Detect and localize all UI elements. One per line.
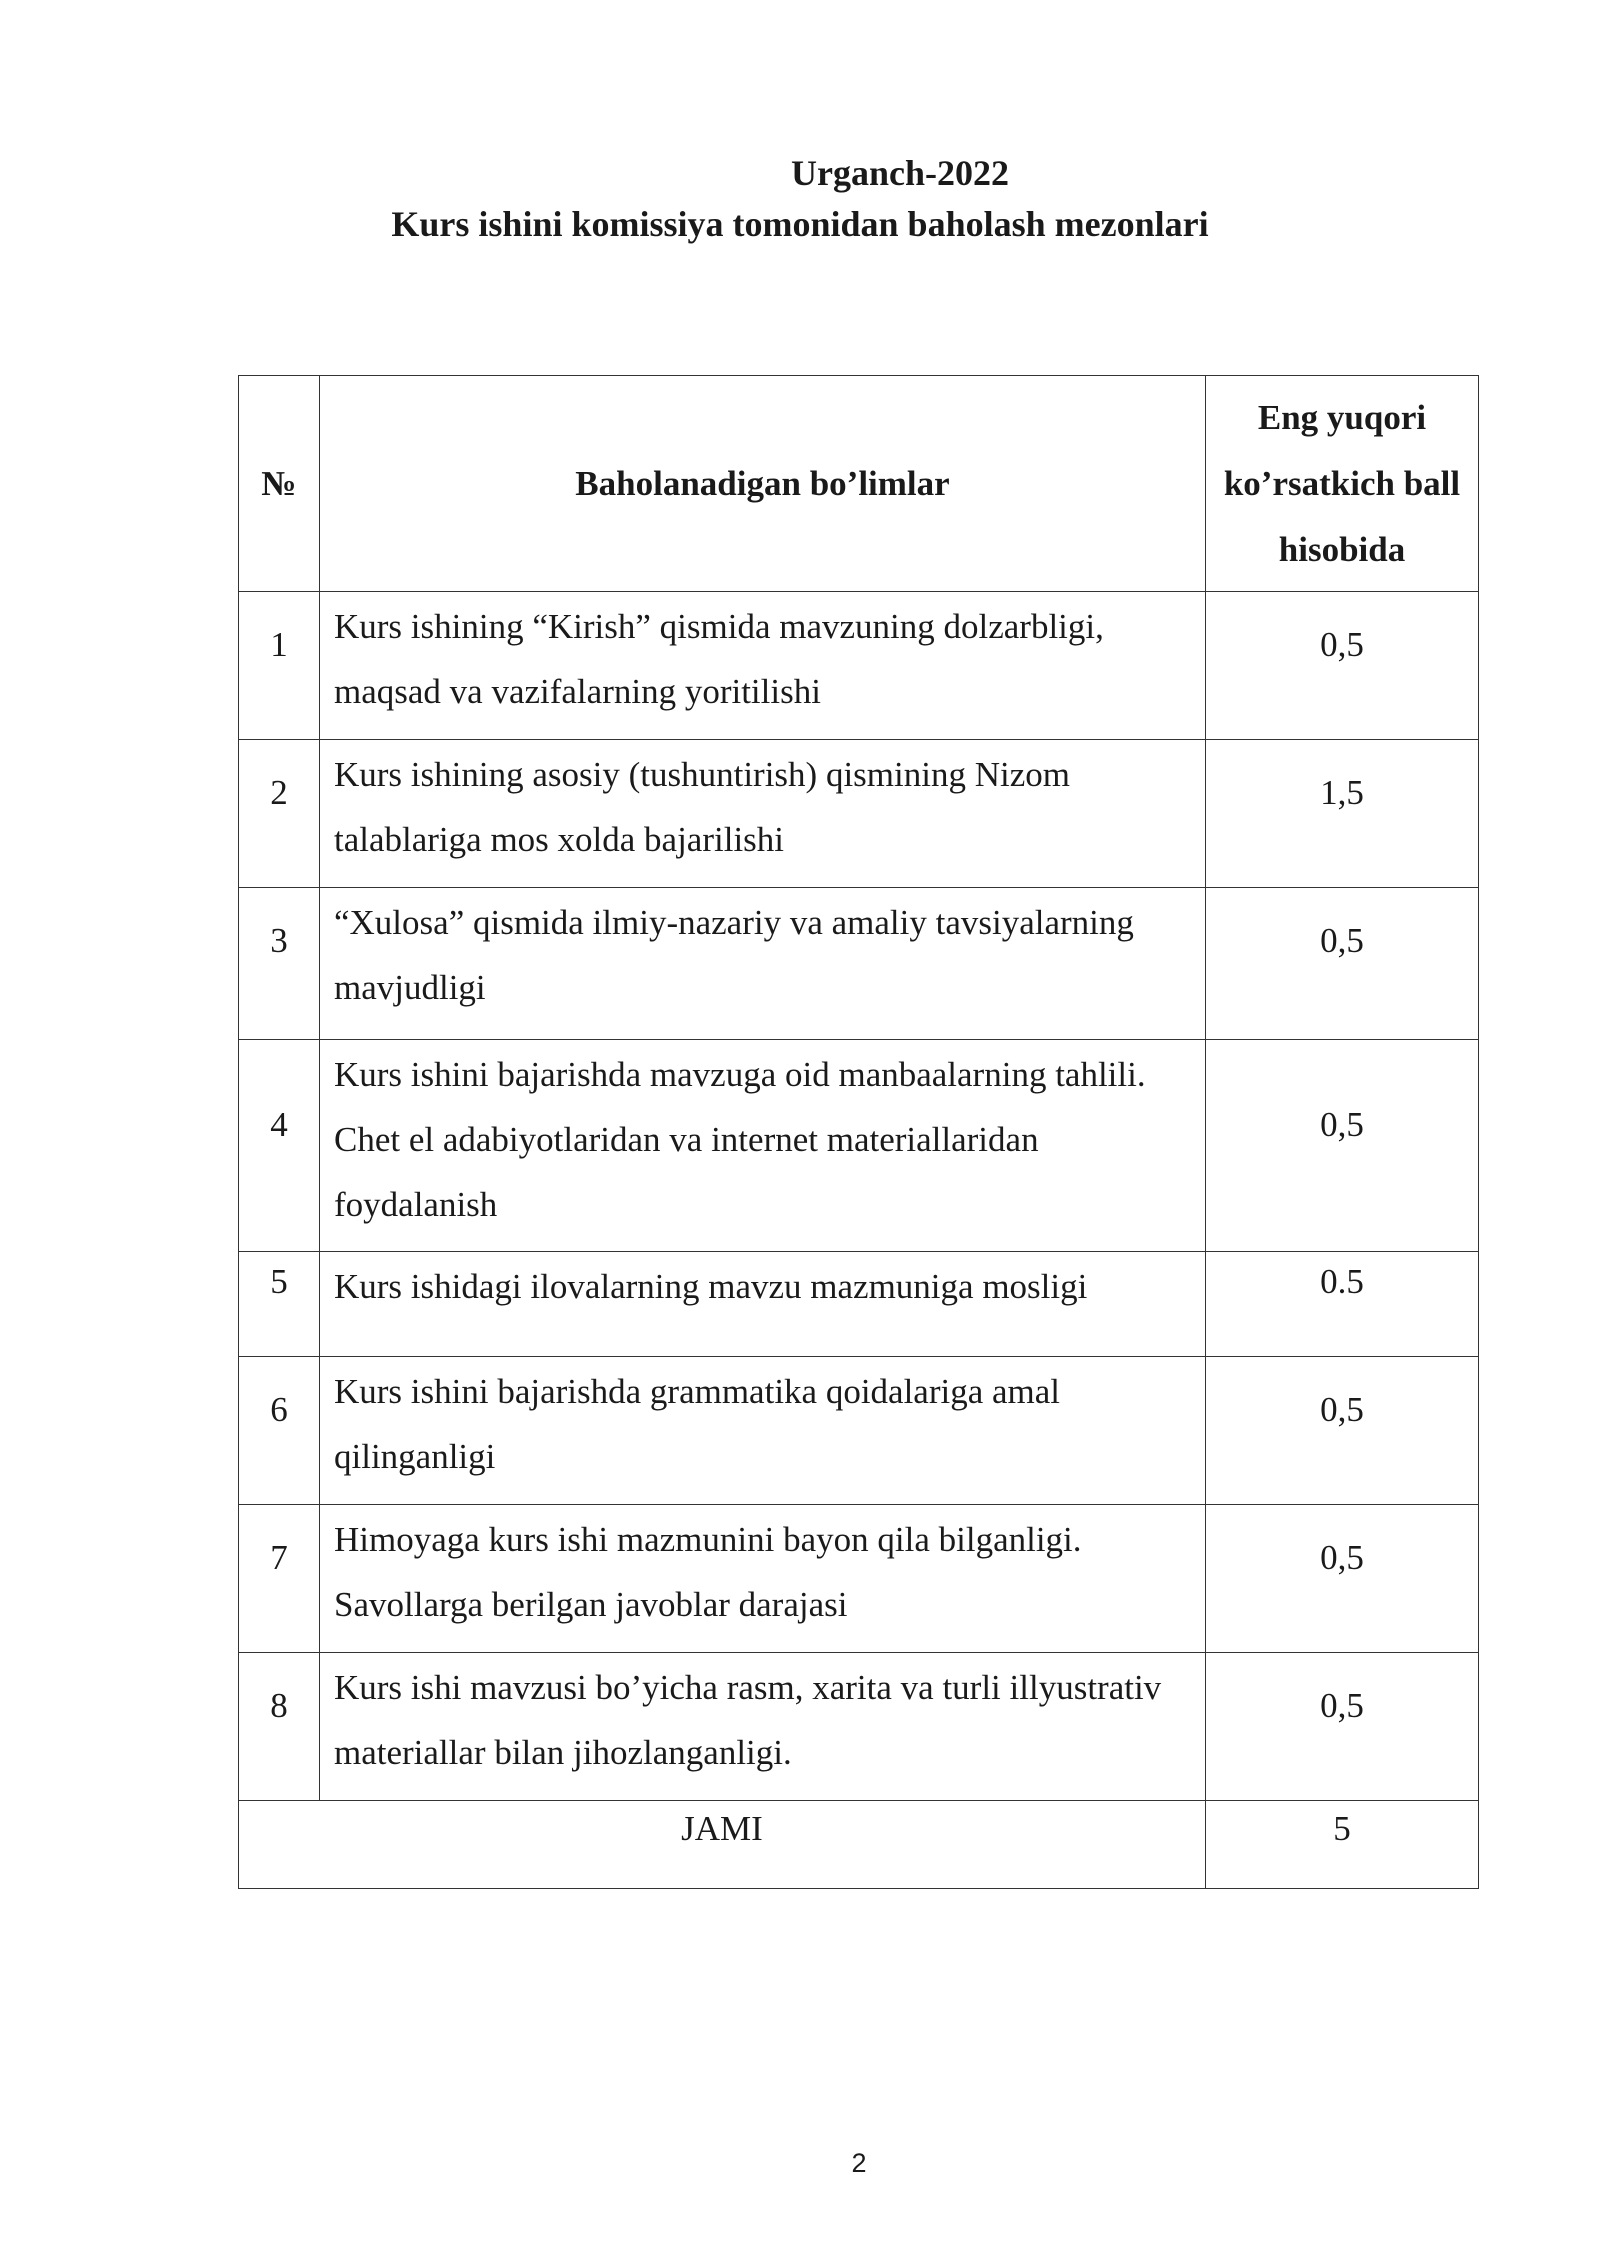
row-description: Himoyaga kurs ishi mazmunini bayon qila bilganligi. Savollarga berilgan javoblar darajasi (320, 1505, 1206, 1653)
row-number: 7 (270, 1538, 288, 1577)
row-score: 0,5 (1320, 1686, 1364, 1725)
table-row (239, 1357, 1479, 1505)
table-header-row (239, 376, 1479, 592)
row-score: 0,5 (1320, 625, 1364, 664)
row-score-cell (1206, 592, 1479, 740)
document-city-year: Urganch-2022 (791, 153, 1009, 193)
table-total-row (239, 1801, 1479, 1889)
table-row (239, 888, 1479, 1040)
row-description: Kurs ishini bajarishda mavzuga oid manbaalarning tahlili. Chet el adabiyotlaridan va internet materiallaridan foydalanish (320, 1040, 1206, 1252)
row-score-cell (1206, 1357, 1479, 1505)
row-number-cell (239, 1252, 320, 1357)
row-number: 4 (270, 1105, 288, 1144)
row-score: 1,5 (1320, 773, 1364, 812)
row-score: 0.5 (1320, 1262, 1364, 1301)
row-description: Kurs ishining “Kirish” qismida mavzuning dolzarbligi, maqsad va vazifalarning yoritilishi (320, 592, 1206, 740)
row-description: Kurs ishidagi ilovalarning mavzu mazmuniga mosligi (320, 1252, 1206, 1357)
column-header-number: № (239, 376, 320, 592)
row-number: 2 (270, 773, 288, 812)
row-score-cell (1206, 1040, 1479, 1252)
row-score-cell (1206, 1505, 1479, 1653)
row-number: 1 (270, 625, 288, 664)
row-score: 0,5 (1320, 921, 1364, 960)
table-row (239, 1505, 1479, 1653)
document-title: Kurs ishini komissiya tomonidan baholash mezonlari (391, 204, 1209, 244)
table-row (239, 1252, 1479, 1357)
row-score-cell (1206, 1252, 1479, 1357)
row-description: Kurs ishini bajarishda grammatika qoidalariga amal qilinganligi (320, 1357, 1206, 1505)
row-number-cell (239, 1505, 320, 1653)
row-number-cell (239, 592, 320, 740)
row-number-cell (239, 1357, 320, 1505)
column-header-score: Eng yuqori ko’rsatkich ball hisobida (1206, 376, 1479, 592)
table-row (239, 592, 1479, 740)
row-number: 5 (270, 1262, 288, 1301)
total-value: 5 (1206, 1801, 1479, 1889)
row-description: “Xulosa” qismida ilmiy-nazariy va amaliy tavsiyalarning mavjudligi (320, 888, 1206, 1040)
row-score: 0,5 (1320, 1105, 1364, 1144)
row-score-cell (1206, 1653, 1479, 1801)
criteria-table (238, 375, 1479, 1889)
row-number-cell (239, 1653, 320, 1801)
row-description: Kurs ishining asosiy (tushuntirish) qismining Nizom talablariga mos xolda bajarilishi (320, 740, 1206, 888)
total-label: JAMI (239, 1801, 1206, 1889)
row-number: 6 (270, 1390, 288, 1429)
row-description: Kurs ishi mavzusi bo’yicha rasm, xarita va turli illyustrativ materiallar bilan jihozlanganligi. (320, 1653, 1206, 1801)
table-row (239, 740, 1479, 888)
row-score: 0,5 (1320, 1538, 1364, 1577)
column-header-section: Baholanadigan bo’limlar (320, 376, 1206, 592)
row-number-cell (239, 1040, 320, 1252)
table-row (239, 1653, 1479, 1801)
row-number: 8 (270, 1686, 288, 1725)
row-number: 3 (270, 921, 288, 960)
page-number: 2 (851, 2148, 867, 2178)
row-number-cell (239, 740, 320, 888)
row-number-cell (239, 888, 320, 1040)
table-row (239, 1040, 1479, 1252)
row-score-cell (1206, 740, 1479, 888)
row-score-cell (1206, 888, 1479, 1040)
row-score: 0,5 (1320, 1390, 1364, 1429)
